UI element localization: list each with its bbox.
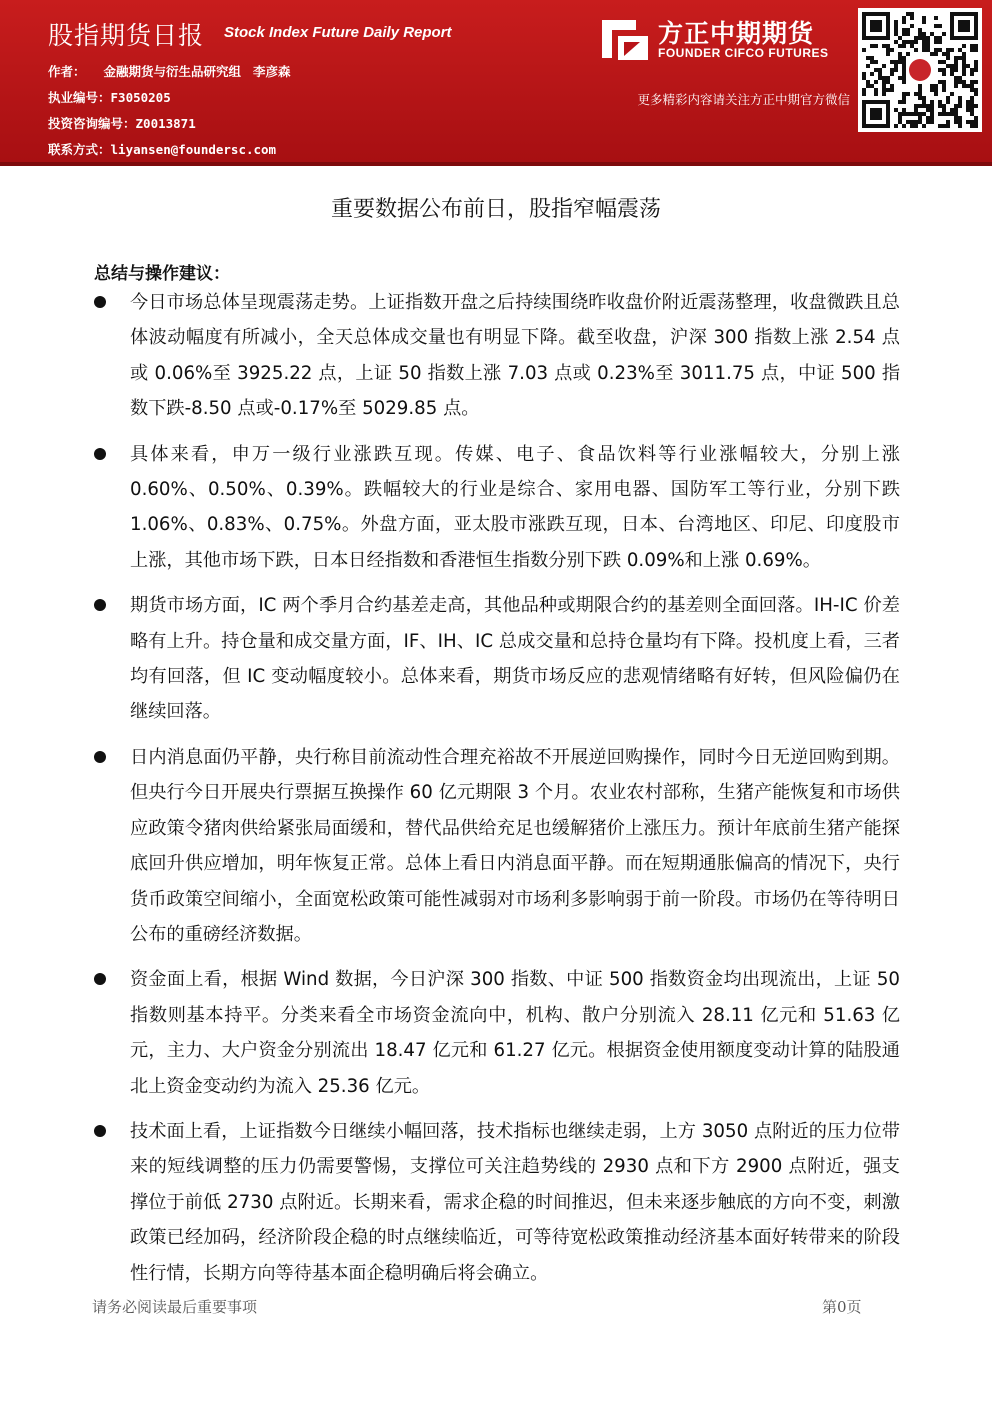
bullet-dot-icon [94, 599, 106, 611]
bullet-text: 资金面上看，根据 Wind 数据，今日沪深 300 指数、中证 500 指数资金均出现流出，上证 50 指数则基本持平。分类来看全市场资金流向中，机构、散户分别流入 28.11 亿元和 51.63 亿元，主力、大户资金分别流出 18.47 亿元和 61.27 亿元。根据资金使用额度变动计算的陆股通北上资金变动约为流入 25.36 亿元。 [130, 969, 900, 1097]
section-heading: 总结与操作建议： [94, 264, 230, 284]
bullet-dot-icon [94, 296, 106, 308]
wechat-follow-text: 更多精彩内容请关注方正中期官方微信 [637, 92, 850, 107]
contact-line [48, 140, 276, 158]
document-title: 重要数据公布前日，股指窄幅震荡 [330, 197, 661, 222]
license-line [48, 88, 171, 106]
author-line [48, 62, 291, 80]
company-logo [598, 12, 854, 64]
bullet-dot-icon [94, 973, 106, 985]
bullet-text: 今日市场总体呈现震荡走势。上证指数开盘之后持续围绕昨收盘价附近震荡整理，收盘微跌且总体波动幅度有所减小，全天总体成交量也有明显下降。截至收盘，沪深 300 指数上涨 2.54 点或 0.06%至 3925.22 点，上证 50 指数上涨 7.03 点或 0.23%至 3011.75 点，中证 500 指数下跌-8.50 点或-0.17%至 5029.85 点。 [130, 292, 900, 420]
author-label: 作者： [48, 64, 86, 79]
summary-bullet [130, 437, 900, 579]
license-value: F3050205 [110, 90, 171, 105]
bullet-text: 具体来看，申万一级行业涨跌互现。传媒、电子、食品饮料等行业涨幅较大，分别上涨 0.60%、0.50%、0.39%。跌幅较大的行业是综合、家用电器、国防军工等行业，分别下跌 1.06%、0.83%、0.75%。外盘方面，亚太股市涨跌互现，日本、台湾地区、印尼、印度股市上涨，其他市场下跌，日本日经指数和香港恒生指数分别下跌 0.09%和上涨 0.69%。 [130, 443, 900, 571]
author-group: 金融期货与衍生品研究组 [103, 64, 242, 79]
contact-label: 联系方式： [48, 142, 111, 157]
bullet-text: 技术面上看，上证指数今日继续小幅回落，技术指标也继续走弱，上方 3050 点附近的压力位带来的短线调整的压力仍需要警惕，支撑位可关注趋势线的 2930 点和下方 2900 点附近，强支撑位于前低 2730 点附近。长期来看，需求企稳的时间推迟，但未来逐步触底的方向不变，刺激政策已经加码，经济阶段企稳的时点继续临近，可等待宽松政策推动经济基本面好转带来的阶段性行情，长期方向等待基本面企稳明确后将会确立。 [130, 1120, 900, 1284]
footer-notice: 请务必阅读最后重要事项 [92, 1298, 258, 1316]
summary-bullet [130, 1114, 900, 1291]
consult-line [48, 114, 196, 132]
wechat-qr-code-icon[interactable] [858, 8, 982, 132]
bullet-dot-icon [94, 751, 106, 763]
bullet-text: 日内消息面仍平静，央行称目前流动性合理充裕故不开展逆回购操作，同时今日无逆回购到期。但央行今日开展央行票据互换操作 60 亿元期限 3 个月。农业农村部称，生猪产能恢复和市场供应政策令猪肉供给紧张局面缓和，替代品供给充足也缓解猪价上涨压力。预计年底前生猪产能探底回升供应增加，明年恢复正常。总体上看日内消息面平静。而在短期通胀偏高的情况下，央行货币政策空间缩小，全面宽松政策可能性减弱对市场利多影响弱于前一阶段。市场仍在等待明日公布的重磅经济数据。 [130, 746, 900, 945]
summary-bullet [130, 740, 900, 952]
header-divider [0, 162, 992, 166]
page-number: 第0页 [822, 1298, 862, 1316]
license-label: 执业编号： [48, 90, 111, 105]
report-title-en: Stock Index Future Daily Report [224, 24, 452, 41]
logo-text-cn: 方正中期期货 [658, 19, 815, 48]
bullet-dot-icon [94, 448, 106, 460]
contact-email[interactable]: liyansen@foundersc.com [110, 142, 277, 157]
report-title: 股指期货日报 [48, 21, 205, 50]
consult-label: 投资咨询编号： [48, 116, 136, 131]
bullet-dot-icon [94, 1125, 106, 1137]
summary-bullet [130, 285, 900, 427]
bullet-text: 期货市场方面，IC 两个季月合约基差走高，其他品种或期限合约的基差则全面回落。IH-IC 价差略有上升。持仓量和成交量方面，IF、IH、IC 总成交量和总持仓量均有下降。投机度上看，三者均有回落，但 IC 变动幅度较小。总体来看，期货市场反应的悲观情绪略有好转，但风险偏仍在继续回落。 [130, 595, 900, 723]
founder-logo-icon [600, 16, 650, 62]
logo-text-en: FOUNDER CIFCO FUTURES [658, 46, 829, 60]
summary-bullet [130, 588, 900, 730]
summary-bullet [130, 962, 900, 1104]
consult-value: Z0013871 [135, 116, 196, 131]
author-name: 李彦森 [253, 64, 291, 79]
summary-bullet-list [0, 285, 992, 1301]
